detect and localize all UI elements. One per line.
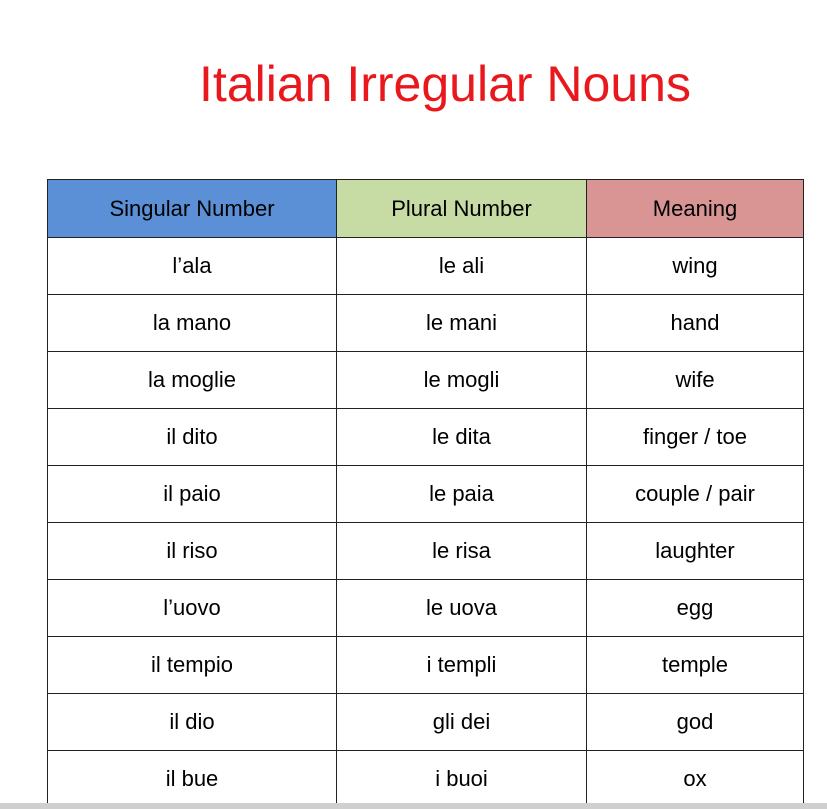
meaning-cell: ox (587, 751, 804, 808)
singular-cell: il dio (48, 694, 337, 751)
plural-cell: le mani (337, 295, 587, 352)
plural-cell: le mogli (337, 352, 587, 409)
singular-cell: il riso (48, 523, 337, 580)
header-meaning: Meaning (587, 180, 804, 238)
plural-cell: le uova (337, 580, 587, 637)
meaning-cell: finger / toe (587, 409, 804, 466)
meaning-cell: couple / pair (587, 466, 804, 523)
singular-cell: la mano (48, 295, 337, 352)
table-row (48, 637, 804, 694)
singular-cell: la moglie (48, 352, 337, 409)
meaning-cell: laughter (587, 523, 804, 580)
singular-cell: l’uovo (48, 580, 337, 637)
plural-cell: le paia (337, 466, 587, 523)
meaning-cell: egg (587, 580, 804, 637)
plural-cell: le ali (337, 238, 587, 295)
meaning-cell: wife (587, 352, 804, 409)
window-bottom-edge (0, 803, 827, 809)
plural-cell: le dita (337, 409, 587, 466)
table-row (48, 523, 804, 580)
singular-cell: l’ala (48, 238, 337, 295)
header-singular-number: Singular Number (48, 180, 337, 238)
table-body (48, 238, 804, 808)
table-row (48, 694, 804, 751)
nouns-table (47, 179, 804, 808)
table-row (48, 580, 804, 637)
singular-cell: il paio (48, 466, 337, 523)
singular-cell: il tempio (48, 637, 337, 694)
meaning-cell: temple (587, 637, 804, 694)
header-plural-number: Plural Number (337, 180, 587, 238)
meaning-cell: wing (587, 238, 804, 295)
table-row (48, 352, 804, 409)
singular-cell: il bue (48, 751, 337, 808)
table-row (48, 238, 804, 295)
table-header (48, 180, 804, 238)
table-row (48, 409, 804, 466)
plural-cell: i templi (337, 637, 587, 694)
meaning-cell: hand (587, 295, 804, 352)
plural-cell: le risa (337, 523, 587, 580)
meaning-cell: god (587, 694, 804, 751)
plural-cell: gli dei (337, 694, 587, 751)
table-row (48, 751, 804, 808)
singular-cell: il dito (48, 409, 337, 466)
table-row (48, 295, 804, 352)
page-title: Italian Irregular Nouns (199, 56, 691, 112)
table-row (48, 466, 804, 523)
plural-cell: i buoi (337, 751, 587, 808)
header-row (48, 180, 804, 238)
